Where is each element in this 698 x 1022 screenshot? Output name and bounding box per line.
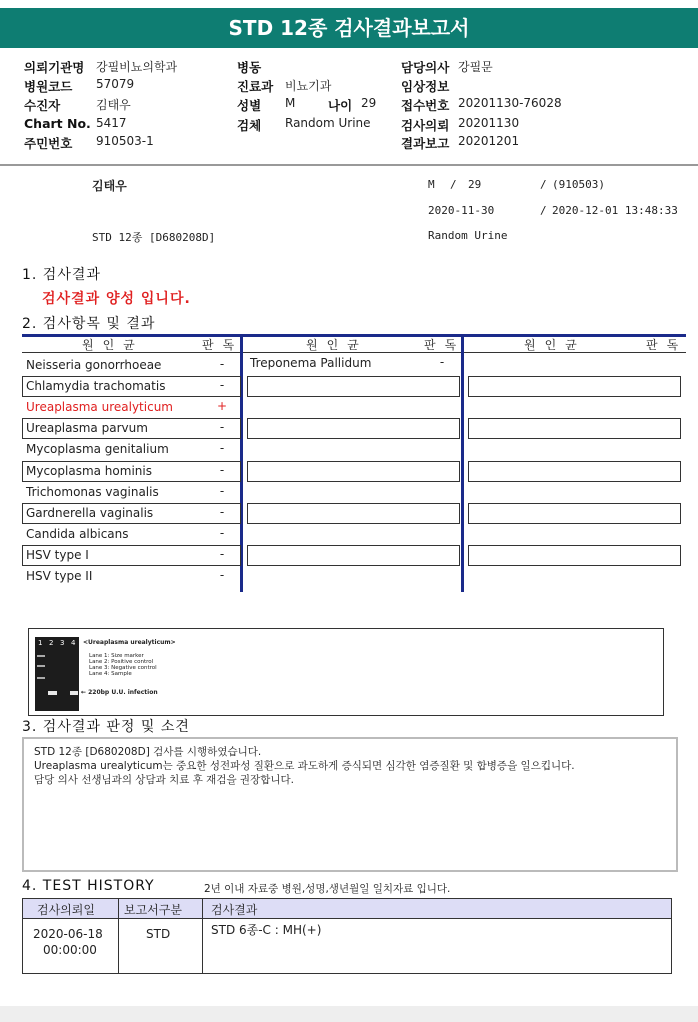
organism-treponema: Treponema Pallidum [250, 356, 372, 370]
empty-cell-box [247, 461, 460, 482]
value-age: 29 [361, 96, 377, 110]
opinion-line-1: STD 12종 [D680208D] 검사를 시행하였습니다. [34, 746, 262, 758]
header-organism-3: 원인균 [524, 338, 586, 352]
marker-band [37, 665, 45, 667]
label-receipt-no: 접수번호 [401, 98, 450, 113]
gel-lane-desc-4: Lane 4: Sample [89, 671, 132, 677]
empty-cell-box [468, 545, 681, 566]
patient-slash-1: / [450, 178, 457, 191]
gel-image [35, 637, 79, 711]
lane-1-label: 1 [38, 639, 43, 647]
organism-name: Ureaplasma urealyticum [26, 400, 173, 415]
marker-band [37, 677, 45, 679]
organism-result: - [219, 420, 225, 435]
history-note: 2년 이내 자료중 병원,성명,생년월일 일치자료 입니다. [204, 883, 451, 895]
value-doctor: 강필문 [458, 60, 493, 74]
positive-band [48, 691, 57, 695]
positive-message: 검사결과 양성 입니다. [42, 291, 191, 307]
patient-birth: (910503) [552, 178, 605, 191]
organism-result: - [219, 378, 225, 393]
label-patient: 수진자 [24, 98, 61, 113]
header-organism-1: 원인균 [82, 338, 144, 352]
value-receipt-no: 20201130-76028 [458, 96, 562, 110]
label-institution: 의뢰기관명 [24, 60, 85, 75]
patient-date-report: 2020-12-01 13:48:33 [552, 204, 678, 217]
organism-result: - [219, 357, 225, 371]
history-header-date: 검사의뢰일 [37, 903, 95, 917]
result-treponema: - [439, 355, 445, 369]
empty-cell-box [247, 503, 460, 524]
organism-row [22, 524, 686, 545]
value-report-date: 20201201 [458, 134, 520, 148]
opinion-line-2: Ureaplasma urealyticum는 중요한 성전파성 질환으로 과도하게 증식되면 심각한 염증질환 및 합병증을 일으킵니다. [34, 760, 575, 772]
value-resident-no: 910503-1 [96, 134, 154, 148]
patient-sex: M [428, 178, 435, 191]
label-age: 나이 [328, 98, 353, 113]
gel-band-label: ← 220bp U.U. infection [81, 689, 158, 696]
report-title: STD 12종 검사결과보고서 [0, 8, 698, 48]
organism-row [22, 566, 686, 587]
gel-caption-title: <Ureaplasma urealyticum> [83, 639, 176, 646]
organism-result: - [219, 546, 225, 561]
label-doctor: 담당의사 [401, 60, 450, 75]
bottom-bar [0, 1006, 698, 1022]
section-3-title: 3. 검사결과 판정 및 소견 [22, 719, 190, 735]
section-1-title: 1. 검사결과 [22, 267, 101, 283]
empty-cell-box [247, 545, 460, 566]
organism-name: Candida albicans [26, 526, 129, 541]
label-request-date: 검사의뢰 [401, 118, 450, 133]
patient-name: 김태우 [92, 179, 127, 193]
result-grid [22, 334, 686, 592]
organism-name: Neisseria gonorrhoeae [26, 358, 162, 372]
empty-cell-box [468, 418, 681, 439]
empty-cell-box [247, 376, 460, 397]
organism-row [22, 439, 686, 460]
lane-2-label: 2 [49, 639, 54, 647]
empty-cell-box [247, 418, 460, 439]
history-table [22, 898, 672, 974]
empty-cell-box [468, 376, 681, 397]
patient-age: 29 [468, 178, 482, 191]
empty-cell-box [468, 461, 681, 482]
value-department: 비뇨기과 [285, 79, 332, 93]
organism-result: - [219, 504, 225, 519]
organism-result: - [219, 462, 225, 477]
value-patient: 김태우 [96, 98, 131, 112]
organism-name: Ureaplasma parvum [26, 421, 148, 436]
label-specimen: 검체 [237, 118, 262, 133]
history-header-result: 검사결과 [211, 903, 258, 917]
header-result-3: 판독 [646, 338, 688, 352]
organism-name: Trichomonas vaginalis [26, 484, 159, 499]
gel-figure [28, 628, 664, 716]
organism-result: - [219, 441, 225, 456]
opinion-line-3: 담당 의사 선생님과의 상담과 치료 후 재검을 권장합니다. [34, 774, 294, 786]
gel-lane-desc-2: Lane 2: Positive control [89, 659, 154, 665]
label-resident-no: 주민번호 [24, 136, 73, 151]
marker-band [37, 655, 45, 657]
label-ward: 병동 [237, 60, 262, 75]
patient-slash-2: / [540, 178, 547, 191]
label-chart-no: Chart No. [24, 116, 91, 131]
label-department: 진료과 [237, 79, 274, 94]
sample-band [70, 691, 78, 695]
history-row-time: 00:00:00 [43, 943, 97, 957]
organism-name: Mycoplasma hominis [26, 463, 152, 478]
lane-4-label: 4 [71, 639, 76, 647]
header-result-2: 판독 [424, 338, 466, 352]
label-sex: 성별 [237, 98, 262, 113]
organism-row [22, 397, 686, 418]
value-specimen: Random Urine [285, 116, 371, 130]
organism-result: - [219, 525, 225, 540]
history-header-row [23, 899, 671, 919]
value-request-date: 20201130 [458, 116, 520, 130]
organism-result: + [216, 399, 228, 414]
organism-name: Gardnerella vaginalis [26, 505, 154, 520]
label-report-date: 결과보고 [401, 136, 450, 151]
header-result-1: 판독 [202, 338, 244, 352]
divider [0, 164, 698, 166]
organism-result: - [219, 483, 225, 498]
history-row-result: STD 6종-C : MH(+) [211, 923, 322, 937]
label-hospital-code: 병원코드 [24, 79, 73, 94]
specimen: Random Urine [428, 229, 508, 242]
test-code: STD 12종 [D680208D] [92, 231, 216, 244]
patient-slash-3: / [540, 204, 547, 217]
patient-date-request: 2020-11-30 [428, 204, 495, 217]
history-col-divider [202, 899, 203, 973]
history-row-date: 2020-06-18 [33, 927, 103, 941]
header-info [0, 56, 698, 156]
organism-result: - [219, 568, 225, 582]
gel-lane-desc-3: Lane 3: Negative control [89, 665, 157, 671]
organism-name: HSV type I [26, 547, 89, 562]
organism-row [22, 482, 686, 503]
value-institution: 강필비뇨의학과 [96, 60, 178, 74]
organism-name: HSV type II [26, 569, 93, 583]
section-4-title: 4. TEST HISTORY [22, 878, 155, 894]
organism-name: Mycoplasma genitalium [26, 442, 169, 457]
gel-lane-desc-1: Lane 1: Size marker [89, 653, 144, 659]
section-2-title: 2. 검사항목 및 결과 [22, 316, 156, 332]
empty-cell-box [468, 503, 681, 524]
history-col-divider [118, 899, 119, 973]
history-row-type: STD [146, 927, 171, 941]
organism-name: Chlamydia trachomatis [26, 379, 166, 394]
value-chart-no: 5417 [96, 116, 127, 130]
label-clinical-info: 임상정보 [401, 79, 450, 94]
value-sex: M [285, 96, 296, 110]
value-hospital-code: 57079 [96, 77, 135, 91]
history-header-type: 보고서구분 [124, 903, 182, 917]
opinion-box [22, 737, 678, 872]
header-organism-2: 원인균 [306, 338, 368, 352]
lane-3-label: 3 [60, 639, 65, 647]
